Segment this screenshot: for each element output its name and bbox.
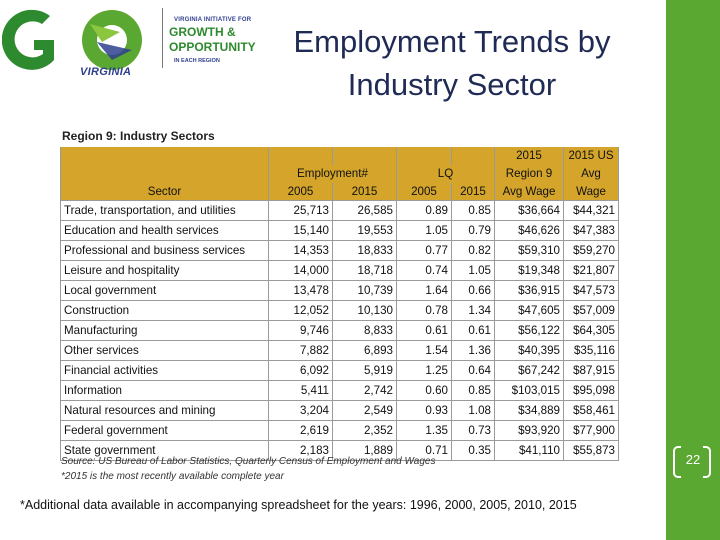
cell-wage-us: $44,321 (564, 201, 619, 221)
cell-wage-us: $87,915 (564, 361, 619, 381)
cell-lq-2015: 0.85 (452, 381, 495, 401)
cell-wage-region: $67,242 (495, 361, 564, 381)
header-wage-region-1: 2015 (495, 147, 564, 165)
cell-wage-us: $47,573 (564, 281, 619, 301)
cell-lq-2005: 0.61 (397, 321, 452, 341)
cell-lq-2015: 0.66 (452, 281, 495, 301)
logo-tagline-line2: OPPORTUNITY (169, 40, 256, 54)
cell-wage-us: $21,807 (564, 261, 619, 281)
cell-emp-2005: 15,140 (269, 221, 333, 241)
cell-emp-2005: 14,353 (269, 241, 333, 261)
cell-emp-2005: 6,092 (269, 361, 333, 381)
table-row (61, 401, 619, 421)
table-body (61, 201, 619, 461)
table-row (61, 281, 619, 301)
header-empty (397, 147, 452, 165)
cell-lq-2015: 0.73 (452, 421, 495, 441)
cell-lq-2005: 0.60 (397, 381, 452, 401)
cell-sector: Natural resources and mining (61, 401, 269, 421)
cell-lq-2015: 1.34 (452, 301, 495, 321)
cell-emp-2005: 13,478 (269, 281, 333, 301)
cell-sector: Education and health services (61, 221, 269, 241)
cell-emp-2005: 14,000 (269, 261, 333, 281)
cell-wage-region: $41,110 (495, 441, 564, 461)
cell-wage-region: $56,122 (495, 321, 564, 341)
header-wage-us-2: Avg (564, 165, 619, 183)
cell-emp-2005: 3,204 (269, 401, 333, 421)
cell-emp-2015: 10,739 (333, 281, 397, 301)
cell-wage-us: $55,873 (564, 441, 619, 461)
header-empty (269, 147, 333, 165)
cell-lq-2005: 0.93 (397, 401, 452, 421)
cell-emp-2015: 8,833 (333, 321, 397, 341)
table-row (61, 421, 619, 441)
cell-wage-region: $103,015 (495, 381, 564, 401)
logo-tagline-bottom: IN EACH REGION (174, 58, 220, 64)
cell-emp-2015: 6,893 (333, 341, 397, 361)
cell-lq-2005: 1.35 (397, 421, 452, 441)
cell-sector: Leisure and hospitality (61, 261, 269, 281)
cell-emp-2015: 2,352 (333, 421, 397, 441)
cell-wage-us: $35,116 (564, 341, 619, 361)
table-row (61, 261, 619, 281)
cell-lq-2005: 0.78 (397, 301, 452, 321)
table-row (61, 241, 619, 261)
cell-wage-region: $36,915 (495, 281, 564, 301)
cell-lq-2015: 1.05 (452, 261, 495, 281)
table-row (61, 381, 619, 401)
cell-lq-2015: 0.85 (452, 201, 495, 221)
cell-wage-region: $40,395 (495, 341, 564, 361)
header-lq: LQ (397, 165, 495, 183)
table-source: Source: US Bureau of Labor Statistics, Quarterly Census of Employment and Wages (61, 456, 436, 467)
cell-lq-2015: 0.79 (452, 221, 495, 241)
header-empty (61, 165, 269, 183)
cell-wage-region: $59,310 (495, 241, 564, 261)
cell-wage-region: $47,605 (495, 301, 564, 321)
table-row (61, 221, 619, 241)
cell-lq-2005: 0.71 (397, 441, 452, 461)
cell-sector: Manufacturing (61, 321, 269, 341)
header-lq-2005: 2005 (397, 183, 452, 201)
cell-wage-us: $95,098 (564, 381, 619, 401)
cell-sector: State government (61, 441, 269, 461)
slide-title-line2: Industry Sector (347, 67, 557, 102)
header-emp-2005: 2005 (269, 183, 333, 201)
logo-divider (162, 8, 163, 68)
cell-lq-2005: 1.25 (397, 361, 452, 381)
cell-sector: Federal government (61, 421, 269, 441)
table-row (61, 301, 619, 321)
go-virginia-logo (2, 2, 257, 84)
header-empty (61, 147, 269, 165)
cell-lq-2015: 0.61 (452, 321, 495, 341)
footnote: *Additional data available in accompanying spreadsheet for the years: 1996, 2000, 2005, 2010, 2015 (20, 498, 577, 512)
slide-title (272, 20, 632, 106)
cell-emp-2005: 25,713 (269, 201, 333, 221)
cell-sector: Financial activities (61, 361, 269, 381)
cell-lq-2005: 0.74 (397, 261, 452, 281)
table-row (61, 321, 619, 341)
logo-tagline-main (169, 25, 256, 55)
header-wage-us-3: Wage (564, 183, 619, 201)
cell-emp-2015: 18,833 (333, 241, 397, 261)
header-wage-region-2: Region 9 (495, 165, 564, 183)
logo-tagline-line1: GROWTH & (169, 25, 236, 39)
cell-emp-2015: 2,549 (333, 401, 397, 421)
industry-sectors-table (60, 147, 619, 461)
cell-lq-2015: 0.64 (452, 361, 495, 381)
cell-sector: Professional and business services (61, 241, 269, 261)
header-wage-region-3: Avg Wage (495, 183, 564, 201)
table-row (61, 341, 619, 361)
cell-wage-us: $58,461 (564, 401, 619, 421)
cell-wage-us: $59,270 (564, 241, 619, 261)
cell-emp-2015: 1,889 (333, 441, 397, 461)
logo-virginia-text: VIRGINIA (80, 66, 132, 78)
cell-emp-2015: 5,919 (333, 361, 397, 381)
cell-wage-us: $47,383 (564, 221, 619, 241)
header-empty (452, 147, 495, 165)
cell-wage-region: $34,889 (495, 401, 564, 421)
cell-lq-2005: 0.77 (397, 241, 452, 261)
region-title: Region 9: Industry Sectors (62, 129, 215, 143)
cell-emp-2005: 2,183 (269, 441, 333, 461)
cell-lq-2005: 0.89 (397, 201, 452, 221)
cell-sector: Information (61, 381, 269, 401)
cell-lq-2015: 0.82 (452, 241, 495, 261)
cell-emp-2005: 12,052 (269, 301, 333, 321)
slide-title-line1: Employment Trends by (293, 24, 611, 59)
cell-emp-2005: 2,619 (269, 421, 333, 441)
page-number: 22 (685, 452, 701, 467)
cell-lq-2005: 1.64 (397, 281, 452, 301)
cell-emp-2015: 18,718 (333, 261, 397, 281)
cell-lq-2015: 1.08 (452, 401, 495, 421)
cell-lq-2005: 1.05 (397, 221, 452, 241)
cell-wage-us: $77,900 (564, 421, 619, 441)
table-row (61, 361, 619, 381)
cell-wage-region: $46,626 (495, 221, 564, 241)
cell-wage-region: $36,664 (495, 201, 564, 221)
cell-emp-2005: 9,746 (269, 321, 333, 341)
cell-sector: Trade, transportation, and utilities (61, 201, 269, 221)
industry-table-panel (57, 126, 635, 482)
cell-lq-2005: 1.54 (397, 341, 452, 361)
header-employment: Employment# (269, 165, 397, 183)
table-row (61, 201, 619, 221)
cell-emp-2015: 26,585 (333, 201, 397, 221)
cell-sector: Construction (61, 301, 269, 321)
cell-emp-2005: 7,882 (269, 341, 333, 361)
cell-emp-2015: 2,742 (333, 381, 397, 401)
header-empty (333, 147, 397, 165)
header-wage-us-1: 2015 US (564, 147, 619, 165)
cell-emp-2015: 19,553 (333, 221, 397, 241)
header-emp-2015: 2015 (333, 183, 397, 201)
cell-lq-2015: 0.35 (452, 441, 495, 461)
cell-sector: Other services (61, 341, 269, 361)
cell-wage-us: $57,009 (564, 301, 619, 321)
cell-wage-region: $93,920 (495, 421, 564, 441)
cell-emp-2005: 5,411 (269, 381, 333, 401)
logo-tagline-top: VIRGINIA INITIATIVE FOR (174, 17, 252, 23)
header-sector: Sector (61, 183, 269, 201)
cell-lq-2015: 1.36 (452, 341, 495, 361)
cell-wage-us: $64,305 (564, 321, 619, 341)
header-lq-2015: 2015 (452, 183, 495, 201)
cell-sector: Local government (61, 281, 269, 301)
cell-emp-2015: 10,130 (333, 301, 397, 321)
table-note: *2015 is the most recently available complete year (61, 471, 284, 482)
cell-wage-region: $19,348 (495, 261, 564, 281)
